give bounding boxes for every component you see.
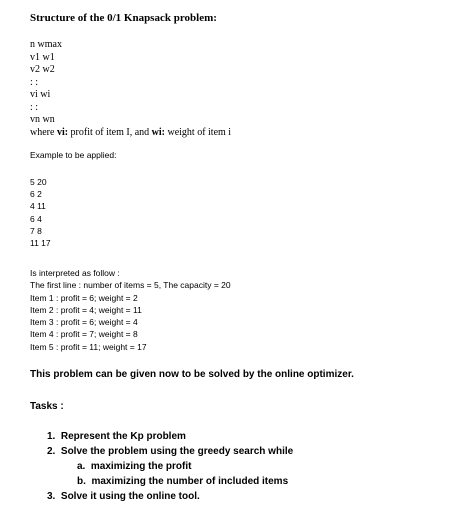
where-definition [30, 127, 231, 138]
example-data [30, 176, 51, 249]
data-line: 5 20 [30, 177, 47, 187]
data-line: 6 2 [30, 189, 42, 200]
wi-term: wi: [151, 127, 165, 138]
interpretation-line: Is interpreted as follow : [30, 268, 120, 278]
structure-lines [30, 39, 62, 127]
structure-line: vn wn [30, 114, 55, 125]
where-prefix: where [30, 127, 57, 138]
interpretation-line: The first line : number of items = 5, The capacity = 20 [30, 280, 231, 291]
structure-line: : : [30, 76, 39, 88]
structure-line: vi wi [30, 89, 51, 100]
structure-line: v2 w2 [30, 64, 55, 75]
data-line: 4 11 [30, 201, 46, 212]
tasks-heading: Tasks : [30, 401, 64, 412]
vi-description: profit of item I, and [68, 127, 152, 138]
interpretation-line: Item 5 : profit = 11; weight = 17 [30, 341, 147, 352]
task-list [47, 429, 293, 504]
structure-line: n wmax [30, 39, 62, 50]
interpretation-line: Item 1 : profit = 6; weight = 2 [30, 292, 138, 303]
interpretation-line: Item 3 : profit = 6; weight = 4 [30, 317, 138, 328]
interpretation-line: Item 4 : profit = 7; weight = 8 [30, 329, 138, 340]
interpretation-block [30, 267, 231, 353]
structure-line: v1 w1 [30, 51, 55, 63]
data-line: 7 8 [30, 225, 42, 236]
task-subitem-a: a. maximizing the profit [77, 461, 192, 472]
example-label: Example to be applied: [30, 150, 117, 160]
data-line: 11 17 [30, 238, 51, 249]
structure-line: : : [30, 101, 39, 113]
document-title: Structure of the 0/1 Knapsack problem: [30, 12, 217, 24]
problem-statement: This problem can be given now to be solved by the online optimizer. [30, 369, 354, 380]
vi-term: vi: [56, 127, 69, 138]
wi-description: weight of item i [164, 127, 232, 138]
task-subitem-b: b. maximizing the number of included items [77, 476, 289, 487]
task-item-3: 3. Solve it using the online tool. [47, 491, 200, 502]
data-line: 6 4 [30, 213, 42, 224]
task-item-2: 2. Solve the problem using the greedy search while [47, 446, 294, 457]
task-item-1: 1. Represent the Kp problem [47, 431, 186, 442]
interpretation-line: Item 2 : profit = 4; weight = 11 [30, 304, 142, 315]
